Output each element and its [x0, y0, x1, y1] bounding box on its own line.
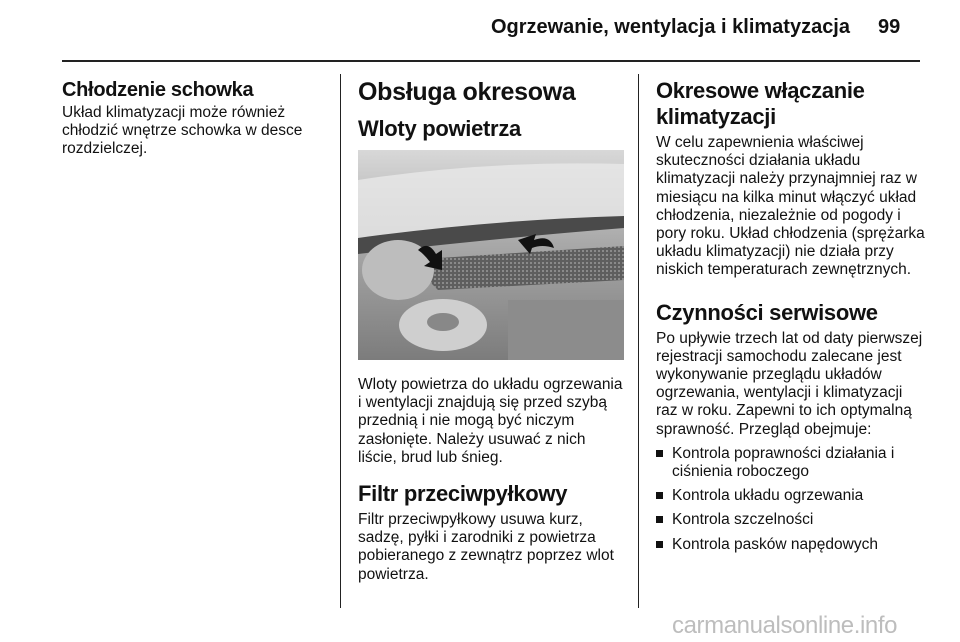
list-item [656, 536, 928, 554]
service-heading: Czynności serwisowe [656, 299, 878, 325]
bullet-square-icon [656, 450, 663, 457]
list-item-text: Kontrola pasków napędowych [672, 535, 878, 553]
air-inlets-heading: Wloty powietrza [358, 116, 521, 141]
glovebox-cooling-text: Układ klimatyzacji może również chłodzić wnętrze schowka w desce rozdzielczej. [62, 104, 303, 158]
bullet-square-icon [656, 541, 663, 548]
list-item-text: Kontrola układu ogrzewania [672, 487, 864, 505]
air-inlet-photo [358, 150, 624, 360]
glovebox-cooling-heading: Chłodzenie schowka [62, 79, 254, 101]
service-checklist [656, 445, 928, 554]
column-divider-2 [638, 74, 639, 608]
column-1 [62, 78, 322, 159]
bullet-square-icon [656, 516, 663, 523]
column-divider-1 [340, 74, 341, 608]
list-item [656, 511, 928, 529]
list-item-text: Kontrola szczelności [672, 511, 814, 529]
service-text: Po upływie trzech lat od daty pierwszej rejestracji samochodu zalecane jest wykonywanie przeglądu układów ogrzewania, wentylacji i klimatyzacji raz w roku. Zapewni to ich optymalną sprawność. Przegląd obejmuje: [656, 329, 923, 438]
watermark: carmanualsonline.info [672, 612, 898, 639]
air-inlet-illustration [358, 150, 624, 360]
maintenance-heading: Obsługa okresowa [358, 78, 576, 106]
column-2 [358, 78, 624, 584]
periodic-ac-heading: Okresowe włączanie klimatyzacji [656, 78, 865, 129]
list-item-text: Kontrola poprawności działania i ciśnienia roboczego [672, 444, 895, 481]
periodic-ac-text: W celu zapewnienia właściwej skuteczności działania układu klimatyzacji należy przynajmniej raz w miesiącu na kilka minut włączyć układ chłodzenia, niezależnie od pogody i pory roku. Układ chłodzenia (sprężarka układu klimatyzacji) nie działa przy niskich temperaturach zewnętrznych. [656, 134, 925, 279]
page-header-title: Ogrzewanie, wentylacja i klimatyzacja [490, 16, 850, 38]
header-rule [62, 60, 920, 62]
air-inlets-text: Wloty powietrza do układu ogrzewania i wentylacji znajdują się przed szybą przednią i nie mogą być niczym zasłonięte. Należy usuwać z nich liście, brud lub śnieg. [358, 376, 623, 466]
pollen-filter-text: Filtr przeciwpyłkowy usuwa kurz, sadzę, pyłki i zarodniki z powietrza pobieranego z zewnątrz poprzez wlot powietrza. [358, 511, 614, 583]
bullet-square-icon [656, 492, 663, 499]
column-3 [656, 78, 928, 560]
list-item [656, 445, 928, 481]
page-number: 99 [878, 16, 901, 38]
pollen-filter-heading: Filtr przeciwpyłkowy [358, 481, 568, 507]
list-item [656, 487, 928, 505]
